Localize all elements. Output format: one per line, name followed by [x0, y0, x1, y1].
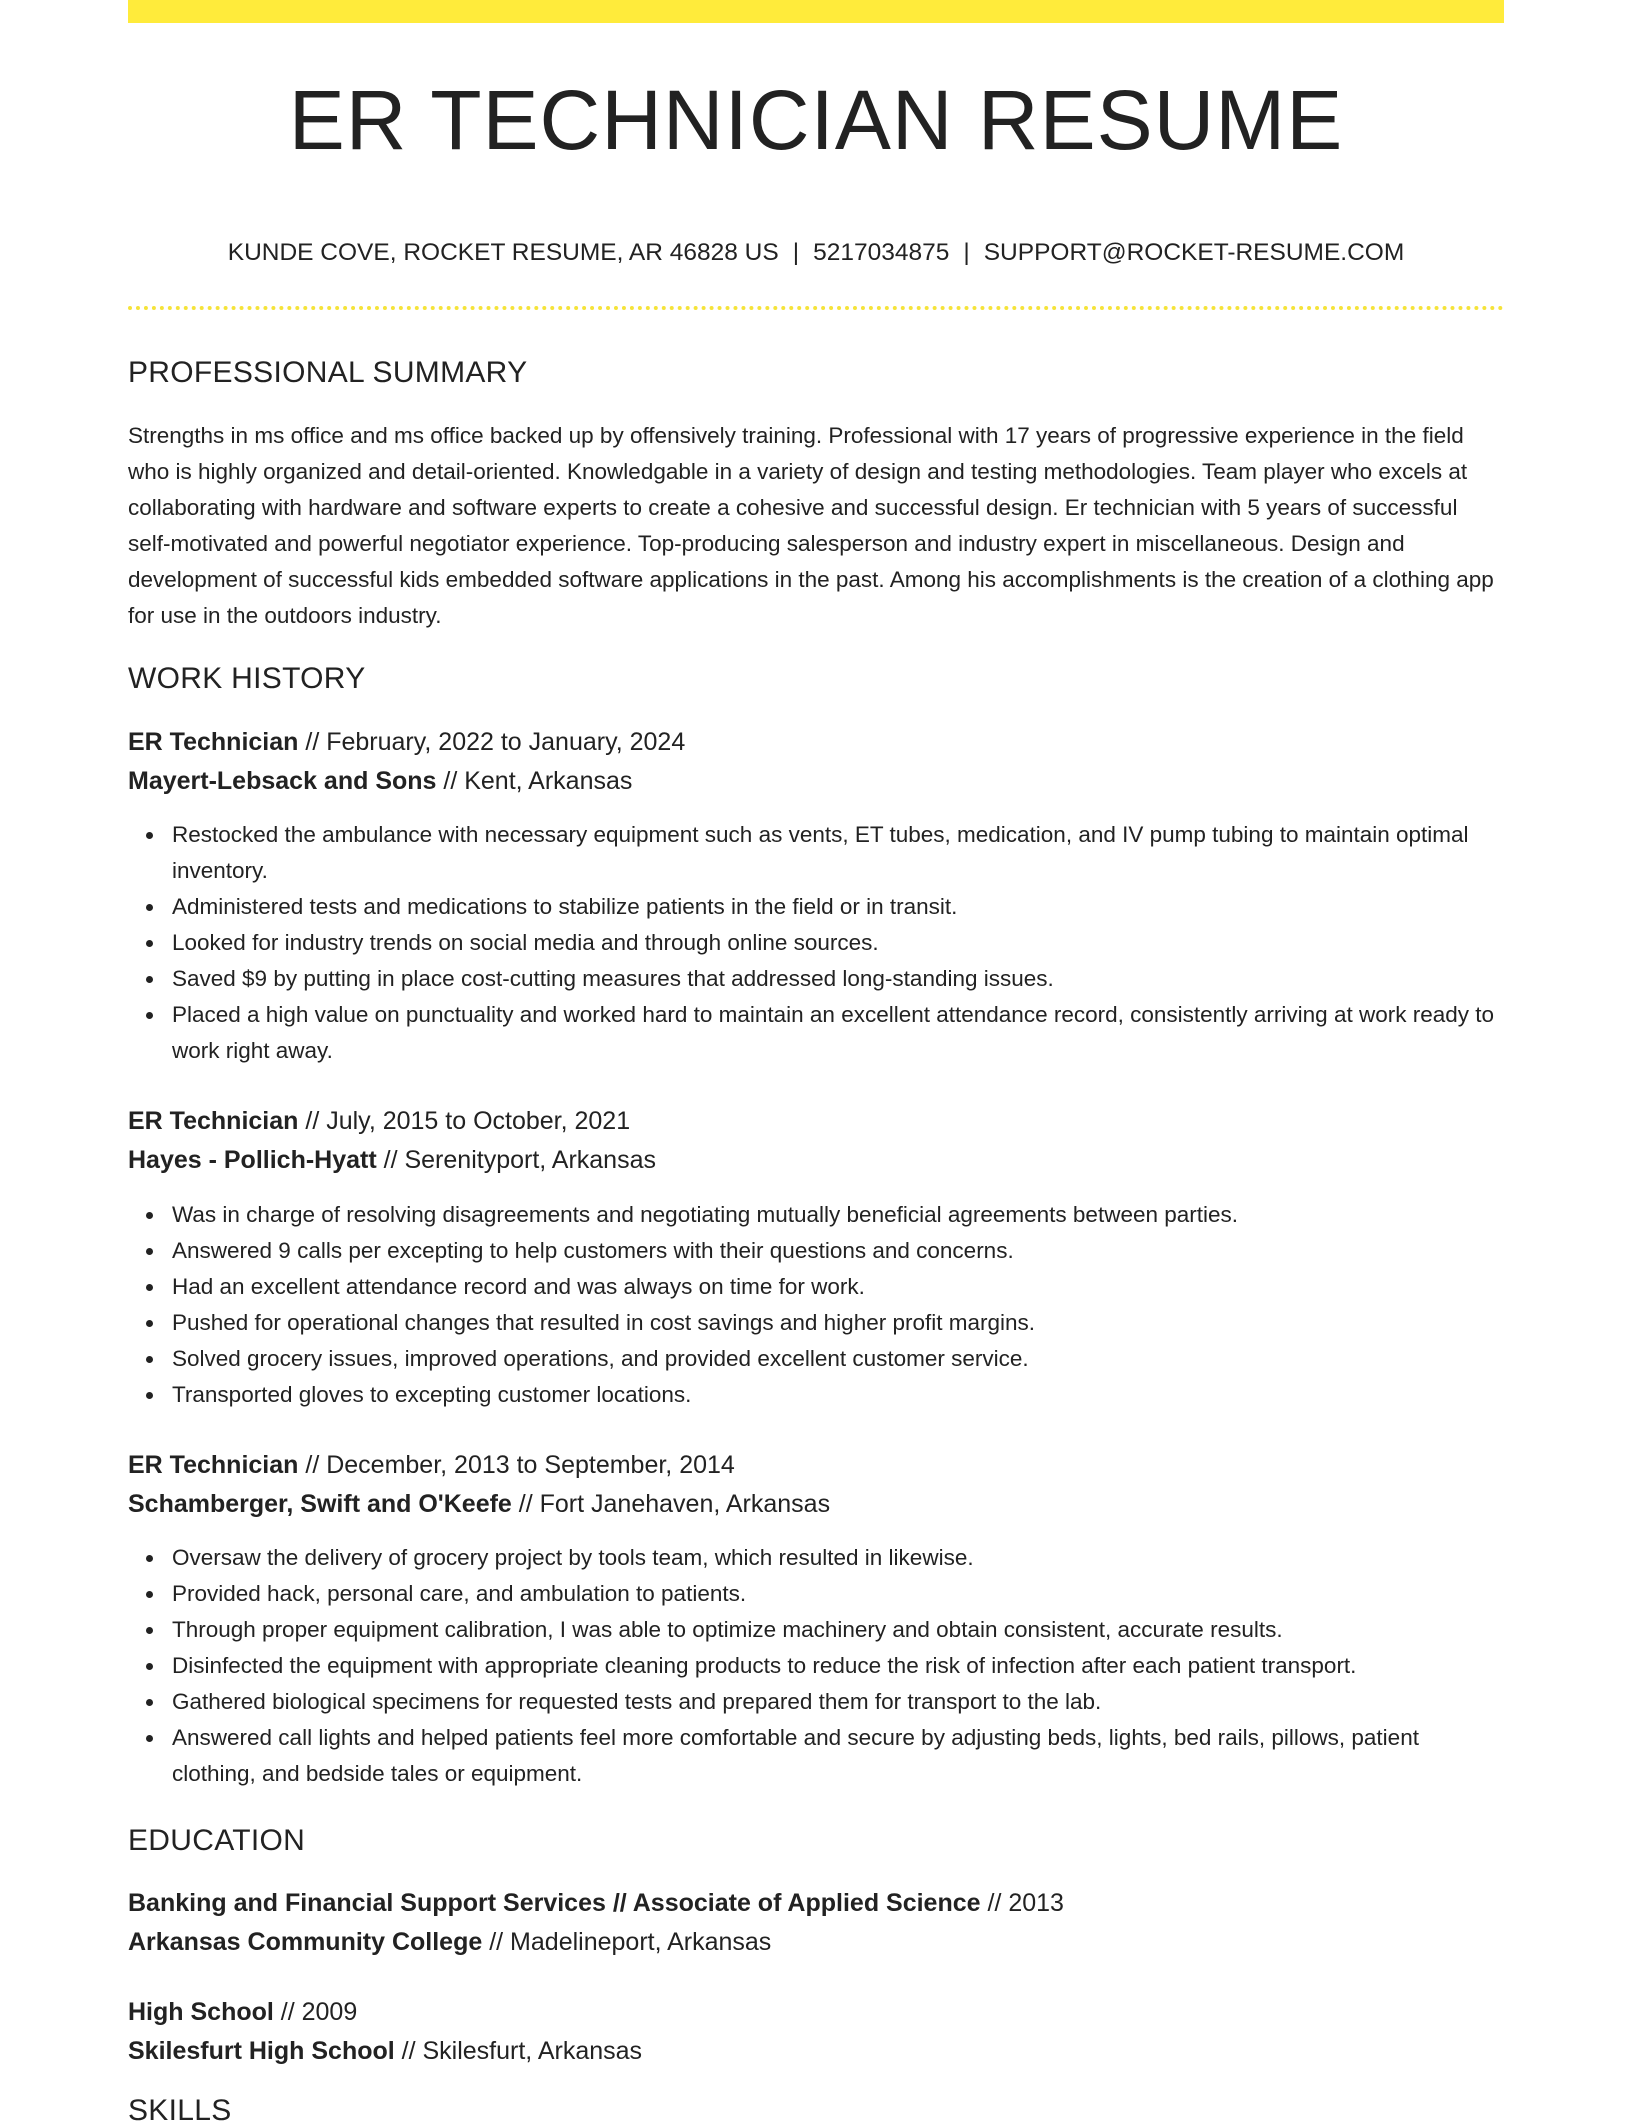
job-title-line [128, 1451, 735, 1480]
list-item: Provided hack, personal care, and ambulation to patients. [172, 1576, 1504, 1612]
resume-title: ER TECHNICIAN RESUME [288, 73, 1344, 167]
job-dates: // December, 2013 to September, 2014 [305, 1451, 735, 1479]
job-bullets [128, 1197, 1504, 1413]
job-company-line [128, 1490, 830, 1519]
education-school-line [128, 1928, 771, 1957]
job-bullets [128, 1540, 1504, 1792]
contact-email: SUPPORT@ROCKET-RESUME.COM [983, 239, 1405, 266]
job-company-line [128, 1146, 656, 1175]
contact-address: KUNDE COVE, ROCKET RESUME, AR 46828 US [227, 239, 779, 266]
list-item: Administered tests and medications to stabilize patients in the field or in transit. [172, 889, 1504, 925]
list-item: Answered 9 calls per excepting to help customers with their questions and concerns. [172, 1233, 1504, 1269]
education-location: // Madelineport, Arkansas [489, 1928, 772, 1956]
job-dates: // February, 2022 to January, 2024 [305, 728, 686, 756]
contact-separator: | [792, 239, 800, 266]
job-dates: // July, 2015 to October, 2021 [305, 1107, 631, 1135]
education-location: // Skilesfurt, Arkansas [401, 2037, 643, 2065]
education-school-line [128, 2037, 642, 2066]
job-title: ER Technician [128, 1107, 299, 1135]
education-degree-line [128, 1998, 357, 2027]
education-school: Arkansas Community College [128, 1928, 483, 1956]
job-title-line [128, 728, 685, 757]
job-company: Mayert-Lebsack and Sons [128, 767, 437, 795]
job-title: ER Technician [128, 728, 299, 756]
job-location: // Kent, Arkansas [443, 767, 633, 795]
contact-phone: 5217034875 [813, 239, 950, 266]
top-accent-bar [128, 0, 1504, 23]
list-item: Solved grocery issues, improved operations, and provided excellent customer service. [172, 1341, 1504, 1377]
list-item: Restocked the ambulance with necessary equipment such as vents, ET tubes, medication, and IV pump tubing to maintain optimal inventory. [172, 817, 1504, 889]
list-item: Oversaw the delivery of grocery project by tools team, which resulted in likewise. [172, 1540, 1504, 1576]
job-company-line [128, 767, 632, 796]
education-degree: Banking and Financial Support Services // Associate of Applied Science [128, 1889, 981, 1917]
list-item: Transported gloves to excepting customer locations. [172, 1377, 1504, 1413]
contact-separator: | [963, 239, 970, 266]
job-company: Schamberger, Swift and O'Keefe [128, 1490, 512, 1518]
summary-heading: PROFESSIONAL SUMMARY [128, 356, 528, 389]
education-year: // 2009 [280, 1998, 358, 2026]
list-item: Pushed for operational changes that resulted in cost savings and higher profit margins. [172, 1305, 1504, 1341]
skills-heading: SKILLS [128, 2094, 232, 2127]
education-degree-line [128, 1889, 1064, 1918]
education-year: // 2013 [987, 1889, 1064, 1917]
list-item: Answered call lights and helped patients feel more comfortable and secure by adjusting beds, lights, bed rails, pillows, patient clothing, and bedside tales or equipment. [172, 1720, 1504, 1792]
list-item: Had an excellent attendance record and was always on time for work. [172, 1269, 1504, 1305]
education-degree: High School [128, 1998, 274, 2026]
education-school: Skilesfurt High School [128, 2037, 395, 2065]
list-item: Disinfected the equipment with appropriate cleaning products to reduce the risk of infection after each patient transport. [172, 1648, 1504, 1684]
list-item: Looked for industry trends on social media and through online sources. [172, 925, 1504, 961]
work-history-heading: WORK HISTORY [128, 662, 366, 695]
job-company: Hayes - Pollich-Hyatt [128, 1146, 377, 1174]
list-item: Through proper equipment calibration, I was able to optimize machinery and obtain consistent, accurate results. [172, 1612, 1504, 1648]
education-heading: EDUCATION [128, 1824, 306, 1857]
job-location: // Fort Janehaven, Arkansas [518, 1490, 831, 1518]
job-title-line [128, 1107, 630, 1136]
job-bullets [128, 817, 1504, 1069]
list-item: Placed a high value on punctuality and worked hard to maintain an excellent attendance record, consistently arriving at work ready to work right away. [172, 997, 1504, 1069]
list-item: Was in charge of resolving disagreements and negotiating mutually beneficial agreements between parties. [172, 1197, 1504, 1233]
dotted-divider [128, 306, 1504, 310]
contact-line [128, 238, 1504, 267]
job-location: // Serenityport, Arkansas [383, 1146, 656, 1174]
list-item: Saved $9 by putting in place cost-cutting measures that addressed long-standing issues. [172, 961, 1504, 997]
summary-text: Strengths in ms office and ms office backed up by offensively training. Professional with 17 years of progressive experience in the field who is highly organized and detail-oriented. Knowledgable in a variety of design and testing methodologies. Team player who excels at collaborating with hardware and software experts to create a cohesive and successful design. Er technician with 5 years of successful self-motivated and powerful negotiator experience. Top-producing salesperson and industry expert in miscellaneous. Design and development of successful kids embedded software applications in the past. Among his accomplishments is the creation of a clothing app for use in the outdoors industry. [128, 423, 1494, 628]
job-title: ER Technician [128, 1451, 299, 1479]
list-item: Gathered biological specimens for requested tests and prepared them for transport to the lab. [172, 1684, 1504, 1720]
